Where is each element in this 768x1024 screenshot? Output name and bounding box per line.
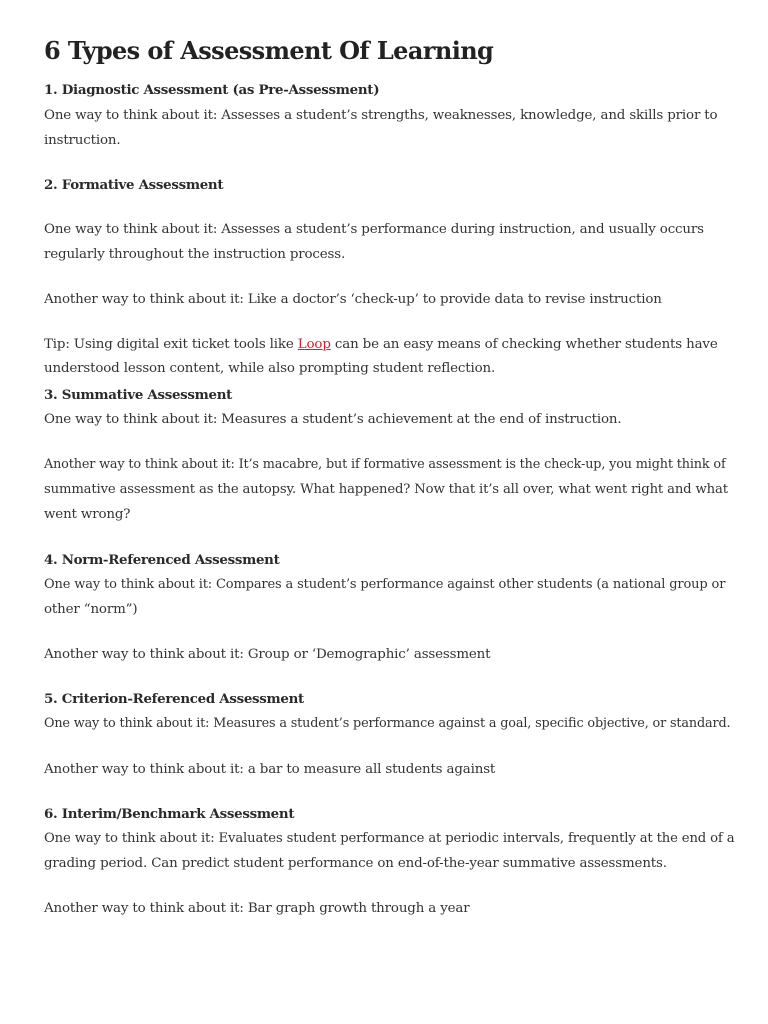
loop-link[interactable]: Loop — [297, 337, 331, 352]
section-text-line: other “norm”) — [44, 602, 138, 617]
section-heading-formative: 2. Formative Assessment — [44, 177, 224, 193]
tip-text-before: Tip: Using digital exit ticket tools like — [44, 337, 298, 352]
section-text-line: Another way to think about it: It’s macabre, but if formative assessment is the check-up, you might think of — [44, 457, 726, 472]
section-text-line: Another way to think about it: Group or ‘Demographic’ assessment — [44, 647, 491, 662]
section-text-line: Another way to think about it: Like a doctor’s ‘check-up’ to provide data to revise instruction — [44, 292, 662, 307]
section-text-line: One way to think about it: Compares a student’s performance against other students (a national group or — [44, 577, 726, 592]
tip-line-2: understood lesson content, while also prompting student reflection. — [44, 361, 496, 376]
article-title: 6 Types of Assessment Of Learning — [44, 36, 494, 65]
tip-text-after: can be an easy means of checking whether students have — [330, 337, 718, 352]
section-text-line: grading period. Can predict student performance on end-of-the-year summative assessments. — [44, 856, 667, 871]
section-text-line: summative assessment as the autopsy. What happened? Now that it’s all over, what went right and what — [44, 482, 728, 497]
tip-line — [44, 336, 718, 354]
section-heading-diagnostic: 1. Diagnostic Assessment (as Pre-Assessment) — [44, 82, 380, 98]
section-text-line: Another way to think about it: Bar graph growth through a year — [44, 901, 470, 916]
section-heading-norm-referenced: 4. Norm-Referenced Assessment — [44, 552, 280, 568]
section-text-line: Another way to think about it: a bar to measure all students against — [44, 762, 496, 777]
section-text-line: One way to think about it: Measures a student’s performance against a goal, specific objective, or standard. — [44, 716, 731, 731]
section-text-line: went wrong? — [44, 507, 131, 522]
section-heading-criterion-referenced: 5. Criterion-Referenced Assessment — [44, 691, 304, 707]
section-text-line: regularly throughout the instruction process. — [44, 247, 346, 262]
section-text-line: One way to think about it: Measures a student’s achievement at the end of instruction. — [44, 412, 622, 427]
section-text-line: One way to think about it: Assesses a student’s performance during instruction, and usually occurs — [44, 222, 704, 237]
section-heading-summative: 3. Summative Assessment — [44, 387, 233, 403]
section-heading-interim-benchmark: 6. Interim/Benchmark Assessment — [44, 806, 295, 822]
section-text-line: One way to think about it: Assesses a student’s strengths, weaknesses, knowledge, and skills prior to — [44, 108, 718, 123]
section-text-line: instruction. — [44, 133, 121, 148]
section-text-line: One way to think about it: Evaluates student performance at periodic intervals, frequently at the end of a — [44, 831, 735, 846]
